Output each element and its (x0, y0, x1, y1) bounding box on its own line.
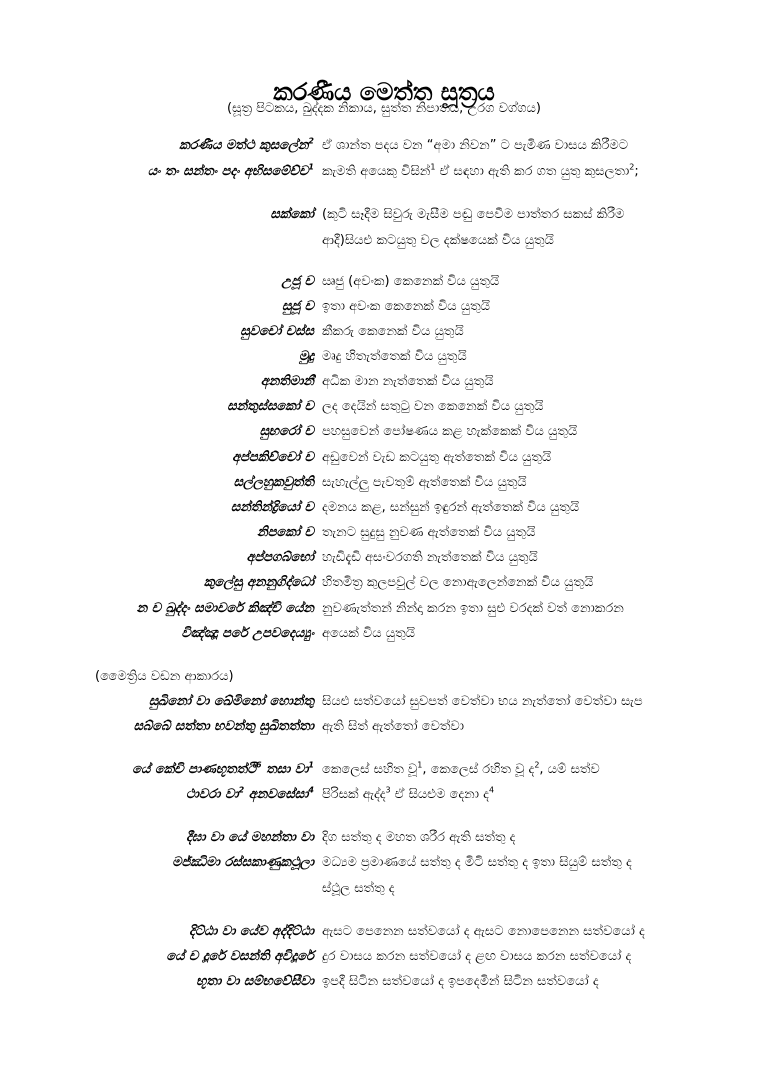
pali-verse (260, 420, 314, 444)
pali-text: විඤ්ඤූ පරේ උපවදෙය්‍යුං (181, 626, 314, 641)
sinhala-translation (322, 446, 551, 470)
translation-text: ; (634, 164, 639, 179)
pali-text: සන්තින්ද්‍රියෝ ච (230, 500, 314, 515)
pali-verse (234, 471, 314, 495)
footnote-marker: 1 (308, 760, 314, 770)
pali-text: මුදු (298, 349, 314, 364)
verse-row (0, 496, 768, 522)
translation-text: මෘදු හිතැත්තෙක් විය යුතුයි (322, 349, 467, 364)
sinhala-translation (322, 521, 535, 545)
verse-row (0, 370, 768, 396)
pali-text: න ච ඛුද්දං සමාචරේ කිඤ්චි යේන (136, 601, 314, 616)
verse-row (0, 420, 768, 446)
footnote-marker: 4 (488, 785, 495, 795)
verse-row (0, 521, 768, 547)
sinhala-translation (322, 270, 499, 294)
verse-row (0, 320, 768, 346)
pali-verse (134, 715, 314, 739)
translation-text: ඉපදී සිටින සත්වයෝ ද ඉපදෙමින් සිටින සත්වයෝ ද (322, 974, 599, 989)
footnote-marker: 2 (308, 136, 314, 146)
translation-text: ඇති සිත් ඇත්තෝ වෙත්වා (322, 719, 465, 734)
pali-text: කුලේසු අනනුගිද්ධෝ (203, 575, 314, 590)
sinhala-translation (322, 420, 577, 444)
sinhala-translation (322, 851, 632, 875)
sinhala-translation (322, 783, 494, 807)
pali-text: යං තං සන්තං පදං අභිසමේච්ච (147, 164, 309, 179)
footnote-marker: 3 (385, 785, 391, 795)
sinhala-translation (322, 920, 645, 944)
footnote-marker: 4 (308, 785, 314, 795)
sinhala-translation (322, 970, 599, 994)
pali-text: සුභරෝ ච (259, 424, 314, 439)
footnote-marker: 2 (238, 785, 245, 795)
pali-text: දීඝා වා යේ මහන්තා වා (186, 830, 314, 845)
pali-verse (166, 945, 314, 969)
translation-text: පහසුවෙන් පෝෂණය කළ හැක්කෙක් විය යුතුයි (322, 424, 578, 439)
pali-verse (186, 783, 314, 807)
footnote-marker: 6 (255, 760, 262, 770)
pali-verse (189, 920, 314, 944)
pali-text: සුඛිනෝ වා ඛේමිනෝ හොන්තු (148, 694, 314, 709)
footnote-marker: 1 (417, 760, 423, 770)
pali-verse (299, 345, 314, 369)
sinhala-translation (322, 471, 527, 495)
verse-row (0, 877, 768, 903)
translation-text: ඒ සඳහා ඇති කර ගත යුතු කුසලතා (435, 164, 630, 179)
sinhala-translation (322, 370, 494, 394)
translation-text: ස්ථූල සත්තු ද (322, 881, 395, 896)
sinhala-translation (322, 203, 624, 227)
pali-verse (196, 970, 314, 994)
verse-row (0, 270, 768, 296)
translation-text: සියළු සත්වයෝ සුවපත් වෙත්වා භය නැත්තෝ වෙත්වා සැප (322, 694, 643, 709)
pali-text: අප්පකිච්චෝ ච (232, 450, 314, 465)
translation-text: ඒ සියළුම දෙනා ද (390, 787, 489, 802)
pali-text: කරණීය මත්ථ කුසලේන (179, 138, 309, 153)
translation-text: කීකරු කෙනෙක් විය යුතුයි (322, 324, 464, 339)
translation-text: අධික මාන නැත්තෙක් විය යුතුයි (322, 374, 494, 389)
pali-text: සුජූ ච (281, 299, 314, 314)
pali-text: අනවසේසා (244, 787, 309, 802)
translation-text: , කෙලෙස් රහිත වූ ද (422, 762, 535, 777)
verse-row (0, 945, 768, 971)
translation-text: අඩුවෙන් වැඩ කටයුතු ඇත්තෙක් විය යුතුයි (322, 450, 552, 465)
translation-text: කැමති අයෙකු විසින් (322, 164, 431, 179)
verse-row (0, 920, 768, 946)
sinhala-translation (322, 571, 593, 595)
verse-row (0, 715, 768, 741)
pali-verse (137, 597, 314, 621)
pali-text: සල්ලහුකවුත්ති (233, 475, 314, 490)
pali-verse (149, 690, 314, 714)
section-note: (මෛත්‍රිය වඩන ආකාරය) (95, 669, 234, 684)
pali-verse (281, 270, 314, 294)
footnote-marker: 2 (629, 162, 635, 172)
verse-row (0, 851, 768, 877)
translation-text: දිග සත්තු ද මහත ශරීර ඇති සත්තු ද (322, 830, 516, 845)
sinhala-translation (322, 320, 464, 344)
footnote-marker: 2 (534, 760, 540, 770)
sinhala-translation (322, 395, 543, 419)
pali-verse (172, 851, 314, 875)
pali-verse (270, 203, 314, 227)
translation-text: ඍජු (අවංක) කෙනෙක් විය යුතුයි (322, 274, 500, 289)
verse-row (0, 597, 768, 623)
sinhala-translation (322, 715, 464, 739)
sinhala-translation (322, 622, 415, 646)
translation-text: , යම් සත්ව (539, 762, 600, 777)
verse-row (0, 160, 768, 186)
verse-row (0, 203, 768, 229)
verse-row (0, 446, 768, 472)
sinhala-translation (322, 229, 554, 253)
footnote-marker: 1 (308, 162, 314, 172)
sinhala-translation (322, 295, 490, 319)
verse-row (0, 571, 768, 597)
sinhala-translation (322, 134, 628, 158)
verse-row (0, 690, 768, 716)
pali-verse (240, 320, 314, 344)
pali-text: මජ්ඣිමා රස්සකාණුකථූලා (172, 855, 314, 870)
pali-text: භූතා වා සම්භවේසීවා (196, 974, 314, 989)
document-title: කරණීය මෙත්ත සූත්‍රය (273, 78, 495, 106)
pali-verse (148, 160, 314, 184)
pali-text: උජූ ච (281, 274, 314, 289)
pali-text: ථාවරා වා (185, 787, 239, 802)
sinhala-translation (322, 758, 600, 782)
translation-text: දුර වාසය කරන සත්වයෝ ද ළඟ වාසය කරන සත්වයෝ ද (322, 949, 632, 964)
pali-text: සබ්බේ සත්තා භවන්තු සුඛිතත්තා (133, 719, 314, 734)
pali-verse (179, 134, 314, 158)
pali-verse (132, 758, 314, 782)
verse-row (0, 826, 768, 852)
pali-text: යේ ච දූරේ වසන්ති අවිදූරේ (166, 949, 314, 964)
verse-row (0, 622, 768, 648)
pali-text: සුවචෝ චස්ස (240, 324, 314, 339)
translation-text: ඇසට පෙනෙන සත්වයෝ ද ඇසට නොපෙනෙන සත්වයෝ ද (322, 924, 645, 939)
verse-row (0, 471, 768, 497)
pali-verse (232, 446, 314, 470)
pali-text: නිපකෝ ච (257, 525, 314, 540)
pali-verse (227, 395, 314, 419)
pali-verse (246, 546, 314, 570)
sinhala-translation (322, 690, 643, 714)
verse-row (0, 758, 768, 784)
pali-text: යේ කේචි පාණභූතත්ථි (132, 762, 256, 777)
sinhala-translation (322, 877, 395, 901)
sinhala-translation (322, 826, 515, 850)
pali-verse (282, 295, 314, 319)
pali-verse (186, 826, 314, 850)
footnote-marker: 1 (430, 162, 436, 172)
translation-text: හැඩිදැඩි අසංවරගති නැත්තෙක් විය යුතුයි (322, 550, 538, 565)
translation-text: අයෙක් විය යුතුයි (322, 626, 415, 641)
translation-text: ලද දෙයින් සතුටු වන කෙනෙක් විය යුතුයි (322, 399, 544, 414)
translation-text: මධ්‍යම ප්‍රමාණයේ සත්තු ද මිටි සත්තු ද ඉතා සියුම් සත්තු ද (322, 855, 632, 870)
pali-verse (204, 571, 314, 595)
verse-row (0, 345, 768, 371)
verse-row (0, 970, 768, 996)
pali-text: අනතිමානී (260, 374, 314, 389)
pali-verse (257, 521, 314, 545)
translation-text: නුවණැත්තන් නින්දා කරන ඉතා සුළු වරදක් වත් නොකරන (322, 601, 624, 616)
pali-verse (261, 370, 314, 394)
verse-row (0, 546, 768, 572)
sinhala-translation (322, 597, 624, 621)
translation-text: දමනය කළ, සන්සුන් ඉඳුරන් ඇත්තෙක් විය යුතුයි (322, 500, 580, 515)
sinhala-translation (322, 945, 631, 969)
translation-text: (කුටි සෑදීම සිවුරු මැසීම පඬු පෙවීම පාත්තර සකස් කිරීම (322, 207, 625, 222)
translation-text: ඉතා අවංක කෙනෙක් විය යුතුයි (322, 299, 491, 314)
translation-text: තැනට සුදුසු නුවණ ඇත්තෙක් විය යුතුයි (322, 525, 536, 540)
sinhala-translation (322, 160, 639, 184)
translation-text: පිරිසක් ඇද්ද (322, 787, 386, 802)
translation-text: කෙලෙස් සහිත වූ (322, 762, 418, 777)
verse-row (0, 229, 768, 255)
pali-text: සන්තුස්සකෝ ච (227, 399, 314, 414)
pali-text: දිට්ඨා වා යේව අද්දිට්ඨා (189, 924, 314, 939)
pali-verse (231, 496, 314, 520)
translation-text: සැහැල්ලු පැවතුම් ඇත්තෙක් විය යුතුයි (322, 475, 527, 490)
sinhala-translation (322, 345, 467, 369)
translation-text: ආදී)සියළු කටයුතු වල දක්ෂයෙක් විය යුතුයි (322, 233, 554, 248)
sinhala-translation (322, 546, 538, 570)
pali-verse (181, 622, 314, 646)
sinhala-translation (322, 496, 579, 520)
verse-row (0, 134, 768, 160)
verse-row (0, 395, 768, 421)
document-subtitle: (සූත්‍ර පිටකය, ඛුද්දක නිකාය, සුත්ත නිපාතය, උරග වග්ගය) (227, 101, 541, 116)
translation-text: හිතමිත්‍ර කුලපවුල් වල නොඇලෙන්නෙක් විය යුතුයි (322, 575, 594, 590)
pali-text: සක්කෝ (270, 207, 314, 222)
pali-text: තසා වා (261, 762, 309, 777)
translation-text: ඒ ශාන්ත පදය වන “අමා නිවන” ට පැමිණ වාසය කිරීමට (322, 138, 629, 153)
verse-row (0, 295, 768, 321)
verse-row (0, 783, 768, 809)
pali-text: අප්පගබ්භෝ (246, 550, 314, 565)
